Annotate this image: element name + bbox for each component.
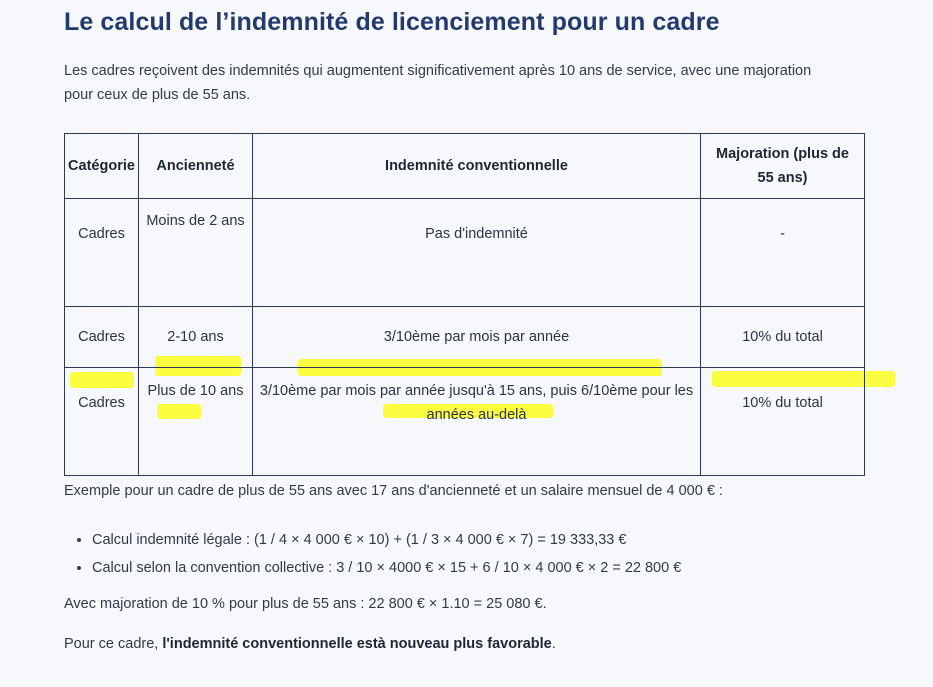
cell-text: Cadres [78,395,125,411]
cell-majoration: - [701,199,865,307]
conclusion-bold: l'indemnité conventionnelle està nouveau plus favorable [162,636,552,652]
conclusion-paragraph [64,636,556,652]
cell-text: 3/10ème par mois par année jusqu'à 15 ans, puis 6/10ème pour les années au-delà [259,383,694,423]
cell-anciennete: Moins de 2 ans [139,199,253,307]
conclusion-prefix: Pour ce cadre, [64,636,163,652]
cell-text: 10% du total [742,395,823,411]
cell-anciennete: 2-10 ans [139,307,253,368]
conclusion-suffix: . [551,636,556,652]
indemnity-table [64,133,865,476]
header-majoration: Majoration (plus de 55 ans) [701,134,865,199]
header-categorie: Catégorie [65,134,139,199]
cell-text: Plus de 10 ans [147,383,244,399]
calculation-list [64,526,681,582]
cell-majoration [701,368,865,476]
cell-majoration: 10% du total [701,307,865,368]
cell-categorie: Cadres [65,199,139,307]
list-item: • Calcul selon la convention collective : 3 / 10 × 4000 € × 15 + 6 / 10 × 4 000 € × 2 = 22 800 € [92,554,681,582]
list-item: • Calcul indemnité légale : (1 / 4 × 4 000 € × 10) + (1 / 3 × 4 000 € × 7) = 19 333,33 € [92,526,681,554]
table-row [65,199,865,307]
majoration-paragraph: Avec majoration de 10 % pour plus de 55 ans : 22 800 € × 1.10 = 25 080 €. [64,596,547,612]
header-indemnite: Indemnité conventionnelle [253,134,701,199]
cell-indemnite: Pas d'indemnité [253,199,701,307]
table-row [65,368,865,476]
example-paragraph: Exemple pour un cadre de plus de 55 ans avec 17 ans d'ancienneté et un salaire mensuel de 4 000 € : [64,483,723,499]
table-row [65,307,865,368]
cell-indemnite [253,368,701,476]
cell-anciennete [139,368,253,476]
intro-paragraph: Les cadres reçoivent des indemnités qui augmentent significativement après 10 ans de service, avec une majoration pour ceux de plus de 55 ans. [64,63,812,103]
header-anciennete: Ancienneté [139,134,253,199]
cell-categorie: Cadres [65,307,139,368]
table-header-row [65,134,865,199]
cell-categorie [65,368,139,476]
cell-indemnite: 3/10ème par mois par année [253,307,701,368]
page-title: Le calcul de l’indemnité de licenciement pour un cadre [64,8,720,36]
